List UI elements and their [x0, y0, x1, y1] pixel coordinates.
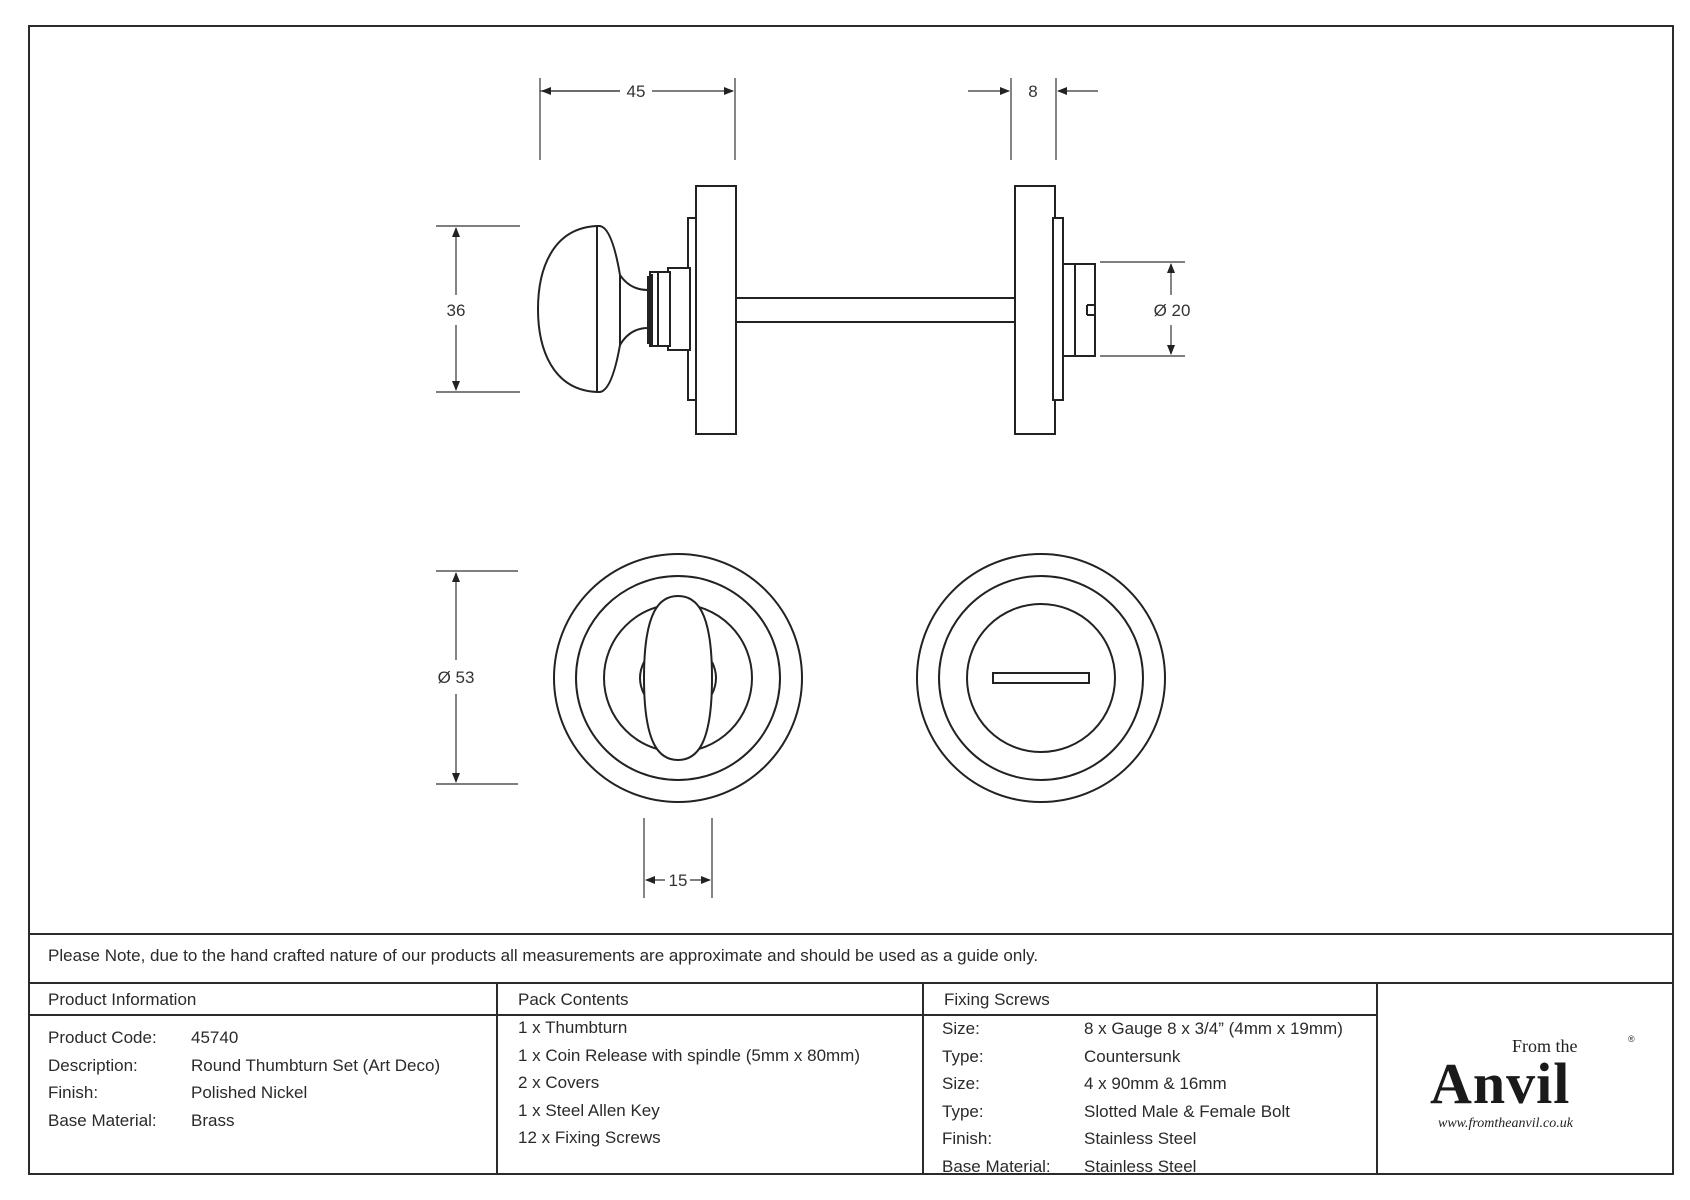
screw-value: 4 x 90mm & 16mm — [1084, 1074, 1227, 1093]
screw-value: Countersunk — [1084, 1046, 1181, 1066]
pack-item: 1 x Steel Allen Key — [518, 1100, 660, 1120]
coin-release-side — [1063, 264, 1095, 356]
screw-value: Stainless Steel — [1084, 1156, 1197, 1176]
pack-item: 1 x Thumbturn — [518, 1018, 628, 1037]
screw-label: Base Material: — [942, 1156, 1051, 1176]
dimension-release-diameter — [1100, 262, 1190, 356]
front-view-coin-release — [917, 554, 1165, 802]
logo-column — [1378, 984, 1674, 1175]
dim-label-15: 15 — [668, 871, 688, 890]
pack-item: 12 x Fixing Screws — [518, 1128, 661, 1147]
dimension-rose-diameter — [436, 571, 518, 784]
label-base-material: Base Material: — [48, 1110, 157, 1130]
pack-contents-column — [498, 984, 924, 1175]
pack-item: 1 x Coin Release with spindle (5mm x 80mm) — [518, 1045, 861, 1065]
dim-label-8: 8 — [1028, 82, 1038, 101]
from-the-anvil-logo — [1428, 1032, 1638, 1132]
product-information-values — [191, 1024, 440, 1134]
logo-anvil-wordmark: Anvil — [1430, 1051, 1571, 1116]
screw-label: Type: — [942, 1046, 984, 1066]
screw-value: Stainless Steel — [1084, 1129, 1197, 1148]
value-product-code: 45740 — [191, 1028, 239, 1047]
label-description: Description: — [48, 1055, 138, 1075]
right-cover-step — [1053, 218, 1063, 400]
pack-item: 2 x Covers — [518, 1073, 600, 1092]
right-cover-plate — [1015, 186, 1055, 434]
measurement-note: Please Note, due to the hand crafted nature of our products all measurements are approximate and should be used as a guide only. — [28, 933, 1674, 983]
front-view-thumbturn — [554, 554, 802, 802]
product-information-heading: Product Information — [28, 984, 496, 1016]
value-description: Round Thumbturn Set (Art Deco) — [191, 1055, 441, 1075]
side-view — [436, 78, 1190, 434]
label-finish: Finish: — [48, 1083, 99, 1102]
logo-from-the: From the — [1512, 1036, 1578, 1056]
dimension-top-width — [540, 78, 735, 160]
product-information-column — [28, 984, 498, 1175]
spindle — [735, 298, 1015, 322]
logo-registered-mark: ® — [1628, 1034, 1635, 1044]
fixing-screws-column — [924, 984, 1378, 1175]
screw-label: Type: — [942, 1101, 984, 1121]
dimension-turn-width — [644, 818, 712, 898]
pack-contents-heading: Pack Contents — [498, 984, 922, 1016]
logo-url: www.fromtheanvil.co.uk — [1438, 1116, 1573, 1131]
screw-value: 8 x Gauge 8 x 3/4” (4mm x 19mm) — [1084, 1019, 1343, 1038]
label-product-code: Product Code: — [48, 1028, 157, 1047]
dim-label-36: 36 — [446, 301, 466, 320]
value-finish: Polished Nickel — [191, 1083, 308, 1102]
dimension-cover-thickness — [968, 78, 1098, 160]
dim-label-45: 45 — [626, 82, 646, 101]
fixing-screws-values — [1084, 1015, 1343, 1180]
thumbturn-side — [538, 226, 690, 392]
dim-label-d53: Ø 53 — [437, 668, 475, 687]
dim-label-d20: Ø 20 — [1153, 301, 1191, 320]
screw-label: Size: — [942, 1019, 980, 1038]
left-cover-plate — [696, 186, 736, 434]
screw-label: Size: — [942, 1074, 980, 1093]
dimension-knob-height — [436, 226, 520, 392]
fixing-screws-labels — [942, 1015, 1051, 1180]
product-information-labels — [48, 1024, 157, 1134]
screw-label: Finish: — [942, 1129, 993, 1148]
product-info-table — [28, 982, 1674, 1175]
value-base-material: Brass — [191, 1110, 235, 1130]
screw-value: Slotted Male & Female Bolt — [1084, 1101, 1290, 1121]
fixing-screws-heading: Fixing Screws — [924, 984, 1376, 1016]
